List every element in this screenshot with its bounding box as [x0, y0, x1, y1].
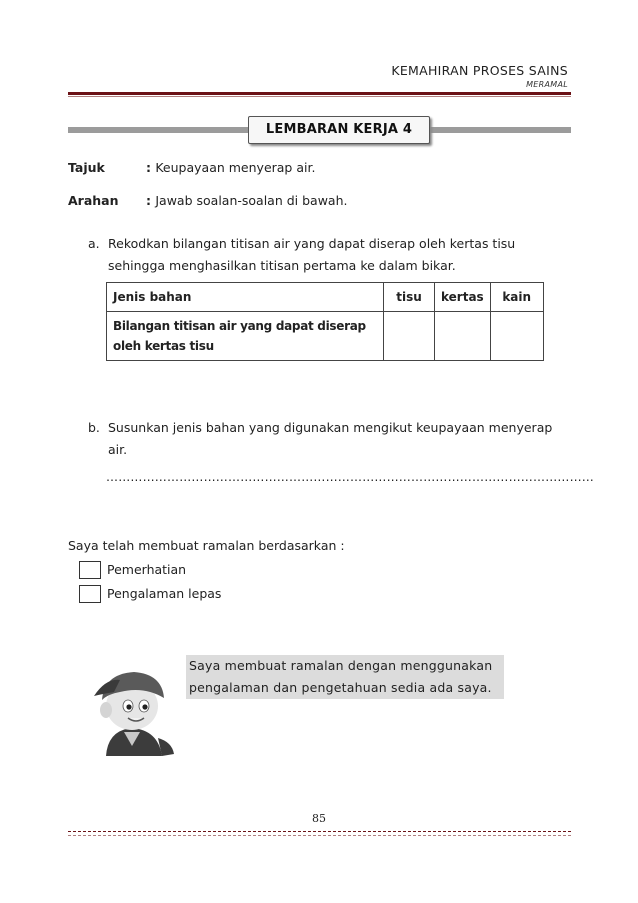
footer-rule-thin: [68, 835, 571, 836]
table-row-label: [107, 312, 384, 361]
speech-line1: Saya membuat ramalan dengan menggunakan: [189, 658, 493, 673]
prediction-prompt: Saya telah membuat ramalan berdasarkan :: [68, 538, 345, 553]
table-header-row: [107, 283, 544, 312]
table-cell-tisu[interactable]: [384, 312, 435, 361]
question-b-line2: air.: [108, 442, 128, 457]
checkbox-pemerhatian[interactable]: [79, 561, 101, 579]
table-row-label-line2: oleh kertas tisu: [113, 339, 214, 353]
table-header-material: Jenis bahan: [107, 283, 384, 312]
table-cell-kertas[interactable]: [435, 312, 491, 361]
header-title: KEMAHIRAN PROSES SAINS: [391, 63, 568, 78]
question-b-letter: b.: [88, 420, 100, 435]
table-header-kertas: kertas: [435, 283, 491, 312]
speech-line2: pengalaman dan pengetahuan sedia ada saya.: [189, 680, 492, 695]
topic-label: Tajuk: [68, 160, 105, 175]
option-pengalaman: Pengalaman lepas: [107, 586, 222, 601]
instruction-line: : Jawab soalan-soalan di bawah.: [146, 193, 348, 208]
instruction-label: Arahan: [68, 193, 119, 208]
speech-box: [186, 655, 504, 699]
question-a: [88, 233, 515, 277]
question-a-letter: a.: [88, 236, 100, 251]
footer-rule: [68, 831, 571, 832]
question-a-line1: Rekodkan bilangan titisan air yang dapat diserap oleh kertas tisu: [108, 236, 516, 251]
answer-line[interactable]: …………………………………………………………………………………………………………: [106, 470, 594, 484]
table-header-tisu: tisu: [384, 283, 435, 312]
table-row: [107, 312, 544, 361]
question-b: [88, 417, 552, 461]
table-header-kain: kain: [490, 283, 543, 312]
worksheet-title: LEMBARAN KERJA 4: [248, 116, 430, 144]
question-a-line2: sehingga menghasilkan titisan pertama ke dalam bikar.: [108, 258, 456, 273]
cartoon-boy-image: [84, 668, 182, 756]
absorption-table: [106, 282, 544, 361]
option-pemerhatian: Pemerhatian: [107, 562, 187, 577]
topic-line: : Keupayaan menyerap air.: [146, 160, 316, 175]
table-row-label-line1: Bilangan titisan air yang dapat diserap: [113, 319, 366, 333]
page-number: 85: [312, 812, 326, 825]
header-rule-thin: [68, 96, 571, 97]
header-rule: [68, 92, 571, 95]
question-b-line1: Susunkan jenis bahan yang digunakan mengikut keupayaan menyerap: [108, 420, 553, 435]
checkbox-pengalaman[interactable]: [79, 585, 101, 603]
topic-value: Keupayaan menyerap air.: [155, 160, 316, 175]
instruction-value: Jawab soalan-soalan di bawah.: [155, 193, 348, 208]
header-subtitle: MERAMAL: [526, 80, 568, 89]
table-cell-kain[interactable]: [490, 312, 543, 361]
